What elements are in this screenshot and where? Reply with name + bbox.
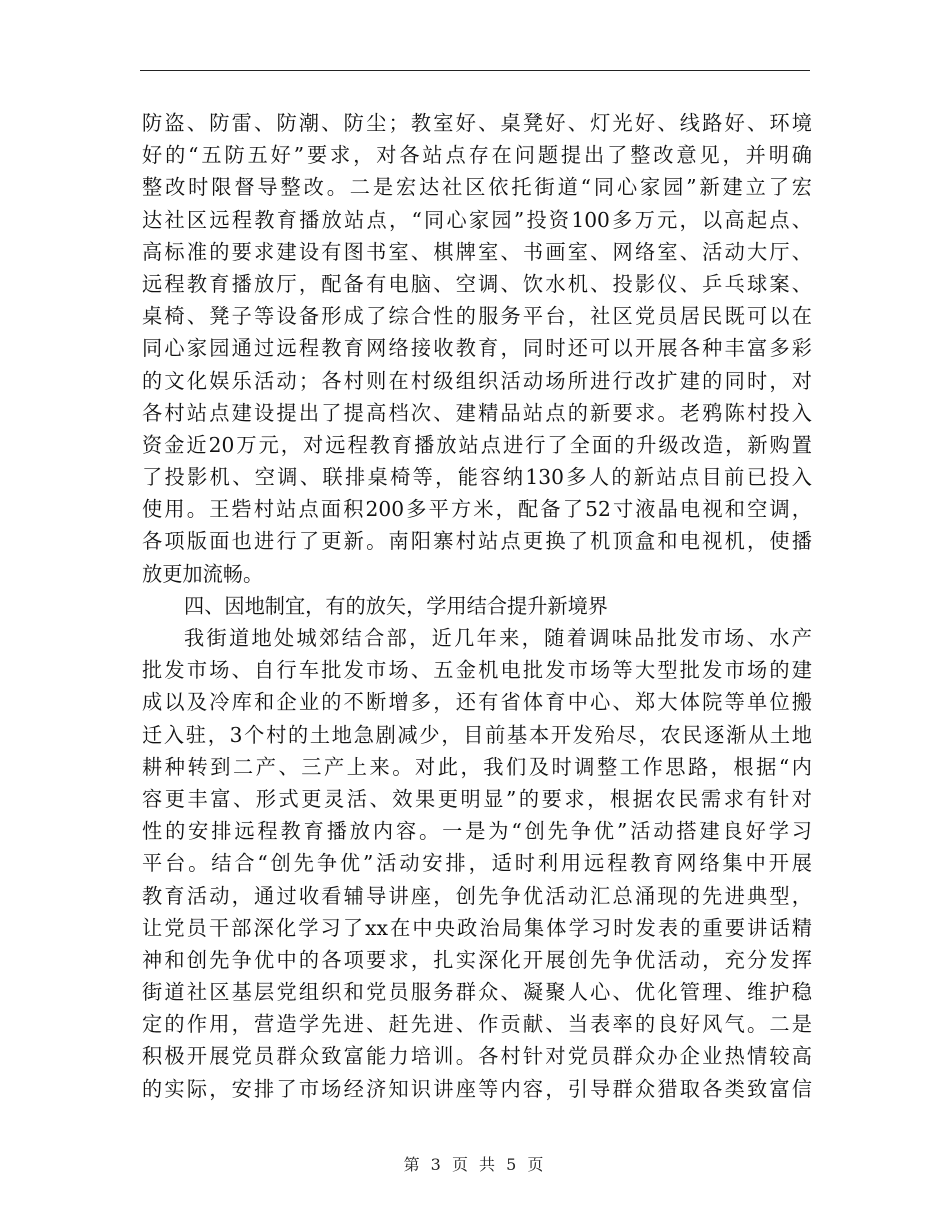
text-line: 批发市场、自行车批发市场、五金机电批发市场等大型批发市场的建 [142, 658, 812, 683]
text-line: 容更丰富、形式更灵活、效果更明显”的要求，根据农民需求有针对 [142, 786, 812, 811]
text-line: 好的“五防五好”要求，对各站点存在问题提出了整改意见，并明确 [142, 143, 812, 168]
text-line: 我街道地处城郊结合部，近几年来，随着调味品批发市场、水产 [184, 626, 812, 650]
header-rule [140, 70, 810, 71]
text-line: 神和创先争优中的各项要求，扎实深化开展创先争优活动，充分发挥 [142, 947, 812, 972]
text-line: 成以及冷库和企业的不断增多，还有省体育中心、郑大体院等单位搬 [142, 690, 812, 715]
text-line: 防盗、防雷、防潮、防尘；教室好、桌凳好、灯光好、线路好、环境 [142, 111, 812, 135]
text-line: 的实际，安排了市场经济知识讲座等内容，引导群众猎取各类致富信 [142, 1076, 812, 1101]
text-line: 让党员干部深化学习了xx在中央政治局集体学习时发表的重要讲话精 [142, 915, 812, 940]
page-number-footer: 第 3 页 共 5 页 [403, 1155, 547, 1174]
text-line: 同心家园通过远程教育网络接收教育，同时还可以开展各种丰富多彩 [142, 336, 812, 361]
text-line: 达社区远程教育播放站点，“同心家园”投资100多万元，以高起点、 [142, 207, 812, 232]
text-line: 的文化娱乐活动；各村则在村级组织活动场所进行改扩建的同时，对 [142, 368, 812, 393]
text-line: 高标准的要求建设有图书室、棋牌室、书画室、网络室、活动大厅、 [142, 239, 812, 264]
text-line: 平台。结合“创先争优”活动安排，适时利用远程教育网络集中开展 [142, 851, 812, 876]
text-line: 桌椅、凳子等设备形成了综合性的服务平台，社区党员居民既可以在 [142, 304, 812, 329]
text-line: 各项版面也进行了更新。南阳寨村站点更换了机顶盒和电视机，使播 [142, 529, 812, 554]
text-line: 积极开展党员群众致富能力培训。各村针对党员群众办企业热情较高 [142, 1044, 812, 1069]
text-line: 使用。王砦村站点面积200多平方米，配备了52寸液晶电视和空调， [142, 497, 812, 522]
text-line: 性的安排远程教育播放内容。一是为“创先争优”活动搭建良好学习 [142, 819, 812, 844]
text-line: 放更加流畅。 [142, 561, 264, 586]
text-line: 了投影机、空调、联排桌椅等，能容纳130多人的新站点目前已投入 [142, 465, 812, 490]
text-line: 定的作用，营造学先进、赶先进、作贡献、当表率的良好风气。二是 [142, 1012, 812, 1037]
body-text [142, 107, 812, 1105]
text-line: 远程教育播放厅，配备有电脑、空调、饮水机、投影仪、乒乓球案、 [142, 271, 812, 296]
text-line: 资金近20万元，对远程教育播放站点进行了全面的升级改造，新购置 [142, 432, 812, 457]
text-line: 整改时限督导整改。二是宏达社区依托街道“同心家园”新建立了宏 [142, 175, 812, 200]
text-line: 耕种转到二产、三产上来。对此，我们及时调整工作思路，根据“内 [142, 754, 812, 779]
text-line: 街道社区基层党组织和党员服务群众、凝聚人心、优化管理、维护稳 [142, 980, 812, 1005]
text-line: 教育活动，通过收看辅导讲座，创先争优活动汇总涌现的先进典型， [142, 883, 812, 908]
text-line: 各村站点建设提出了提高档次、建精品站点的新要求。老鸦陈村投入 [142, 400, 812, 425]
section-heading: 四、因地制宜，有的放矢，学用结合提升新境界 [184, 593, 608, 618]
text-line: 迁入驻，3个村的土地急剧减少，目前基本开发殆尽，农民逐渐从土地 [142, 722, 812, 747]
